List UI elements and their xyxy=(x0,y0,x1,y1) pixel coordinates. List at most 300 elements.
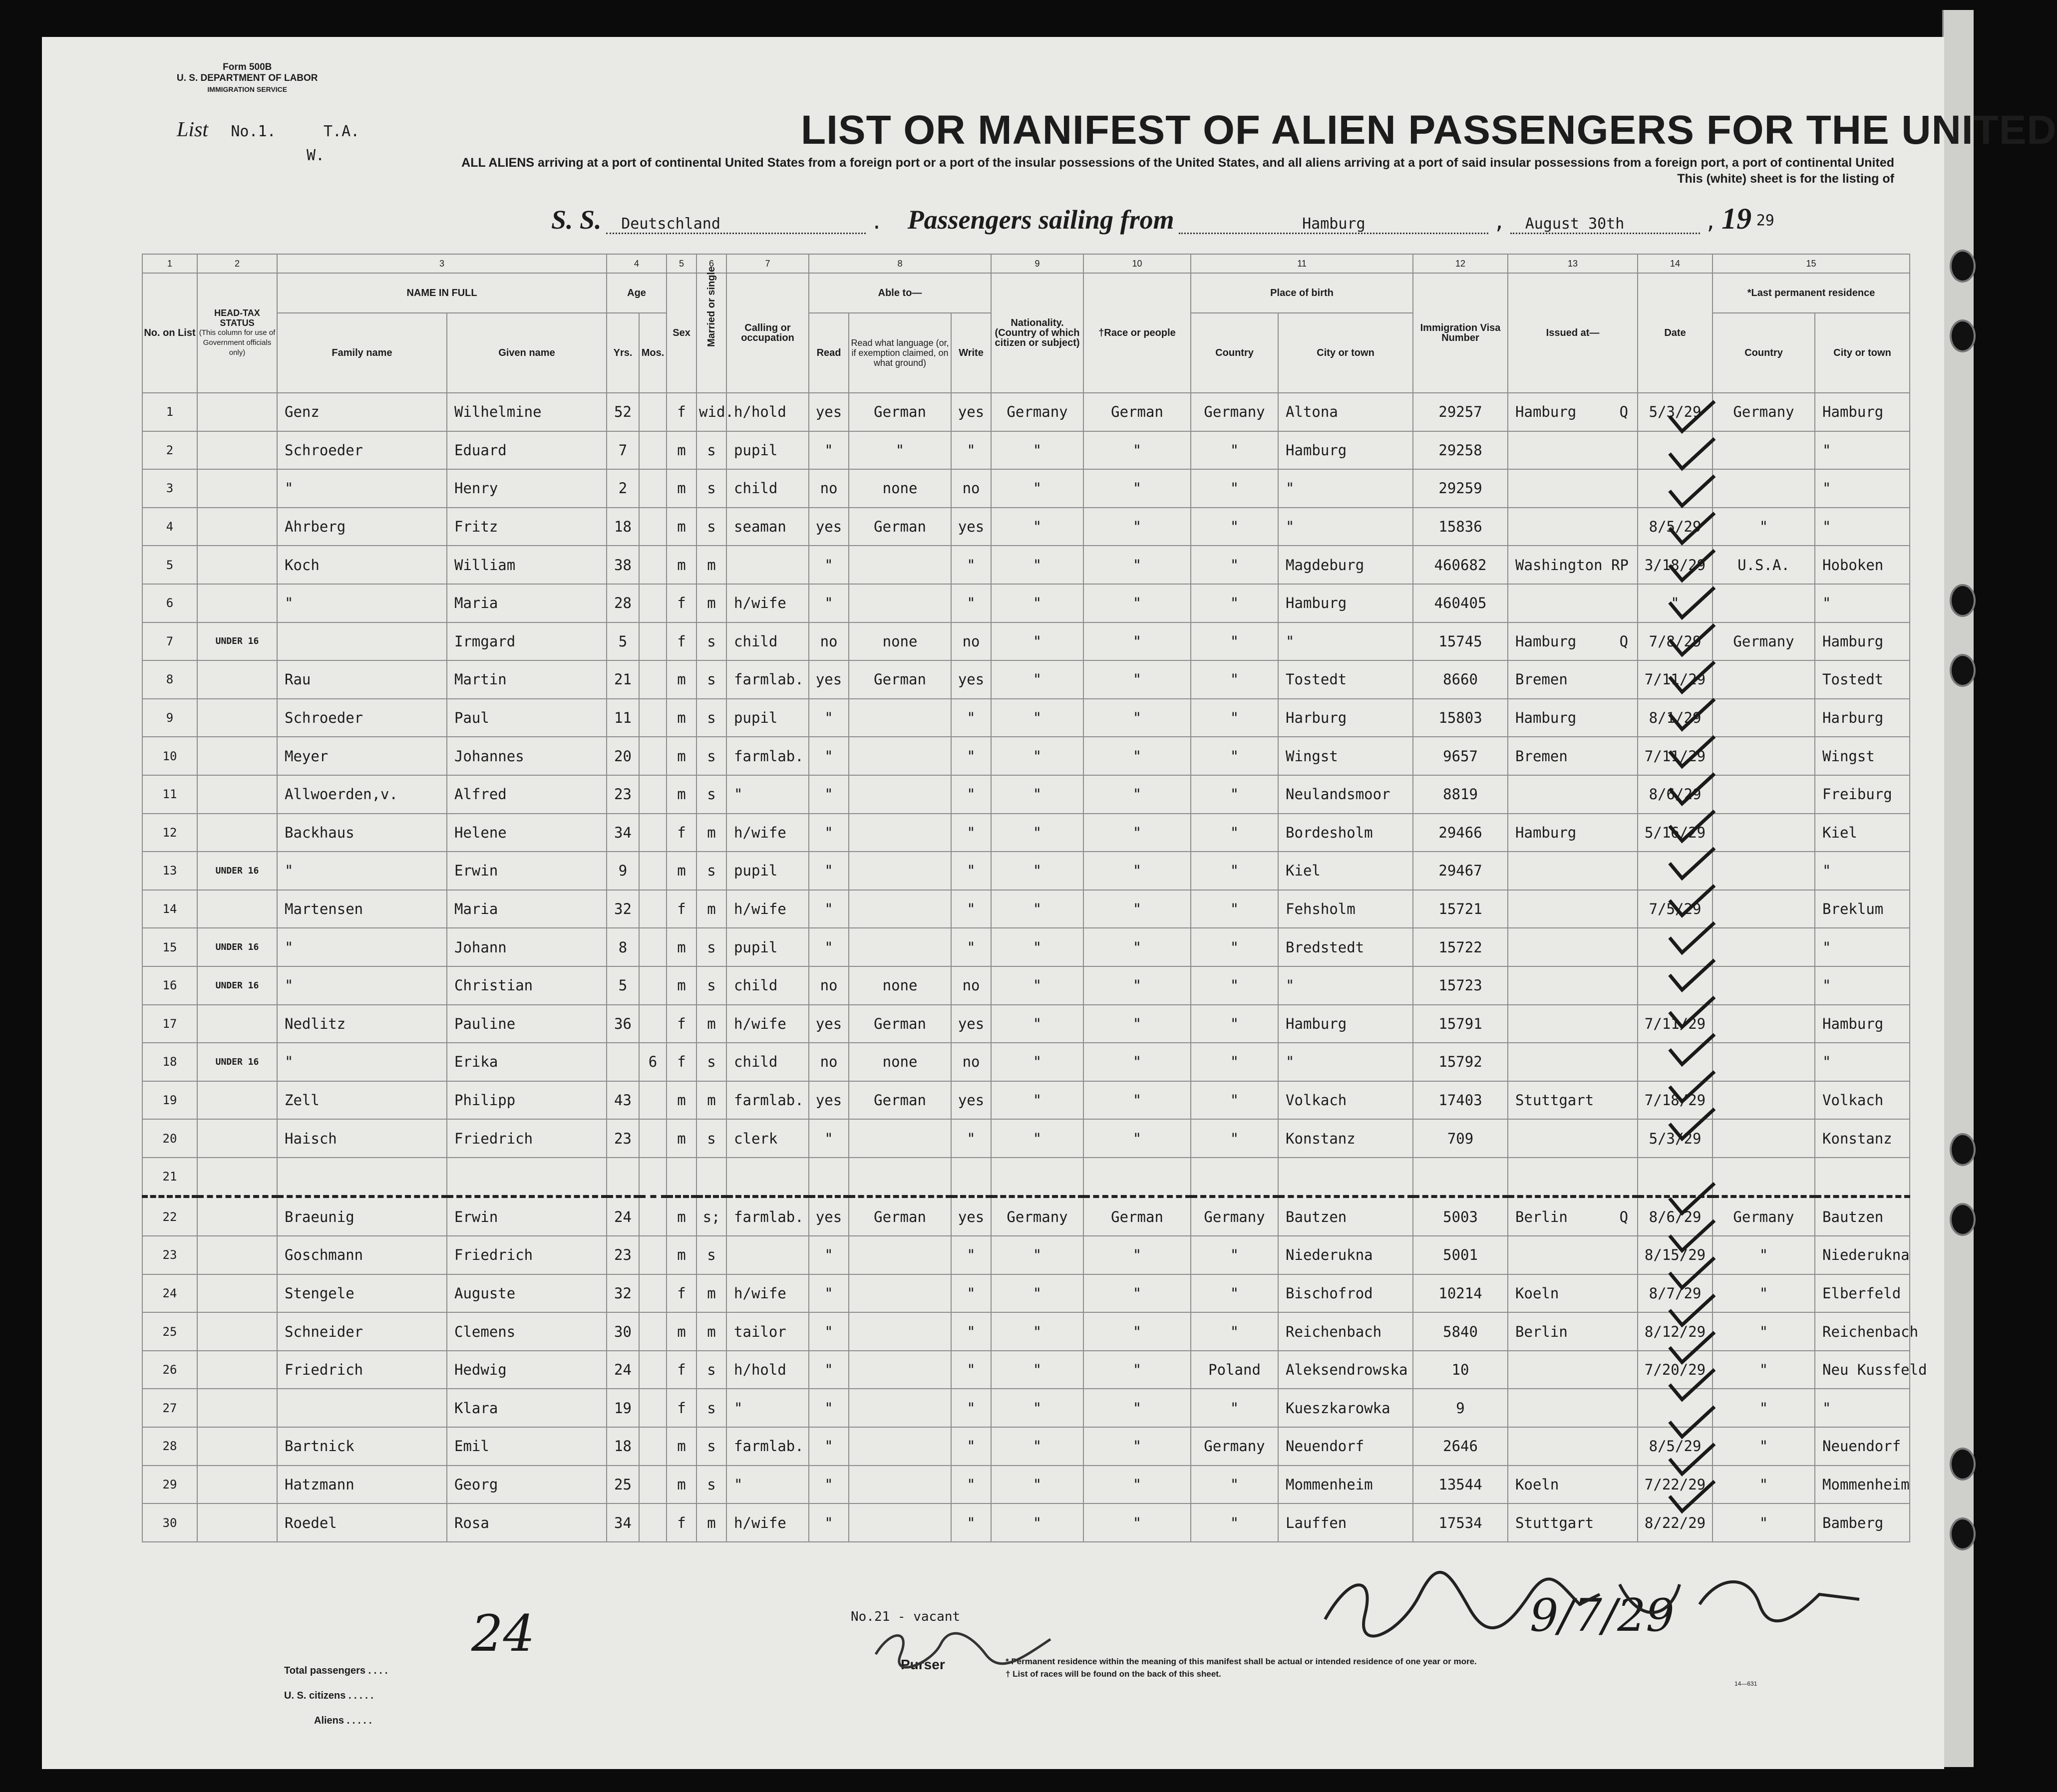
cell-yrs: 19 xyxy=(607,1389,639,1427)
cell-rcity: " xyxy=(1815,1043,1910,1081)
cell-issued xyxy=(1508,1274,1638,1313)
cell-no: 13 xyxy=(142,852,197,890)
cell-visa: 5001 xyxy=(1413,1236,1508,1274)
cell-mar: s xyxy=(696,431,726,470)
cell-race: " xyxy=(1083,431,1191,470)
cell-fam: Hatzmann xyxy=(277,1466,447,1504)
cell-no: 5 xyxy=(142,546,197,584)
issued-city: Washington RP xyxy=(1515,556,1629,574)
cell-sex: m xyxy=(667,660,696,699)
cell-date: 8/15/29 xyxy=(1638,1236,1713,1274)
cell-no: 21 xyxy=(142,1158,197,1197)
cell-lang: German xyxy=(849,1081,951,1120)
cell-issued xyxy=(1508,1427,1638,1466)
cell-lang: none xyxy=(849,622,951,661)
column-number: 12 xyxy=(1413,254,1508,273)
cell-occ: " xyxy=(726,1389,809,1427)
cell-bc: " xyxy=(1191,699,1278,737)
cell-lang: German xyxy=(849,660,951,699)
cell-bcity: Kiel xyxy=(1278,852,1413,890)
header-age: Age xyxy=(607,273,667,313)
cell-mar: s xyxy=(696,469,726,508)
cell-lang: none xyxy=(849,966,951,1005)
cell-yrs: 25 xyxy=(607,1466,639,1504)
cell-race: " xyxy=(1083,814,1191,852)
cell-ht xyxy=(197,1196,277,1236)
cell-visa: 29258 xyxy=(1413,431,1508,470)
cell-given: Henry xyxy=(447,469,607,508)
header-res-city: City or town xyxy=(1815,313,1910,393)
cell-mos xyxy=(639,1236,667,1274)
cell-yrs: 7 xyxy=(607,431,639,470)
cell-date: 8/22/29 xyxy=(1638,1503,1713,1542)
cell-issued xyxy=(1508,1119,1638,1158)
cell-rcity: Freiburg xyxy=(1815,775,1910,814)
cell-bc: " xyxy=(1191,431,1278,470)
cell-sex: f xyxy=(667,1351,696,1389)
cell-date: 7/22/29 xyxy=(1638,1466,1713,1504)
list-sub: W. xyxy=(307,147,325,164)
cell-visa: 709 xyxy=(1413,1119,1508,1158)
cell-given: Maria xyxy=(447,890,607,928)
cell-lang xyxy=(849,1351,951,1389)
cell-occ: h/wife xyxy=(726,1005,809,1043)
column-number: 10 xyxy=(1083,254,1191,273)
cell-mos: 6 xyxy=(639,1043,667,1081)
cell-no: 25 xyxy=(142,1312,197,1351)
cell-occ: " xyxy=(726,775,809,814)
cell-bc: Germany xyxy=(1191,393,1278,431)
cell-read: " xyxy=(809,1274,849,1313)
cell-bcity: Neuendorf xyxy=(1278,1427,1413,1466)
cell-rcity: Bamberg xyxy=(1815,1503,1910,1542)
cell-fam: " xyxy=(277,966,447,1005)
table-row xyxy=(142,1389,1910,1427)
sailing-label: Passengers sailing from xyxy=(907,205,1174,235)
cell-ht xyxy=(197,1119,277,1158)
cell-fam xyxy=(277,1158,447,1197)
cell-read: " xyxy=(809,1312,849,1351)
cell-given xyxy=(447,1158,607,1197)
cell-read: " xyxy=(809,699,849,737)
sailing-line: S. S. Deutschland . Passengers sailing from Hamburg , August 30th , 19 29 xyxy=(551,202,1774,235)
cell-yrs: 43 xyxy=(607,1081,639,1120)
header-birth-country: Country xyxy=(1191,313,1278,393)
cell-race: " xyxy=(1083,1503,1191,1542)
cell-yrs: 36 xyxy=(607,1005,639,1043)
purser-label: Purser xyxy=(901,1657,945,1672)
cell-yrs: 24 xyxy=(607,1196,639,1236)
cell-no: 10 xyxy=(142,737,197,775)
cell-rc: Germany xyxy=(1713,393,1815,431)
cell-sex: m xyxy=(667,1081,696,1120)
cell-date: 7/18/29 xyxy=(1638,1081,1713,1120)
cell-given: Erika xyxy=(447,1043,607,1081)
cell-occ: seaman xyxy=(726,508,809,546)
cell-mar: s xyxy=(696,737,726,775)
cell-bcity: " xyxy=(1278,469,1413,508)
cell-yrs: 32 xyxy=(607,1274,639,1313)
cell-given: Friedrich xyxy=(447,1119,607,1158)
cell-ht xyxy=(197,1427,277,1466)
cell-yrs: 30 xyxy=(607,1312,639,1351)
cell-issued xyxy=(1508,546,1638,584)
cell-no: 1 xyxy=(142,393,197,431)
purser-signature xyxy=(871,1624,1060,1669)
check-mark xyxy=(1670,625,1714,655)
cell-issued xyxy=(1508,1043,1638,1081)
cell-date: 3/18/29 xyxy=(1638,546,1713,584)
check-mark xyxy=(1670,662,1714,692)
cell-mos xyxy=(639,1466,667,1504)
cell-write: " xyxy=(951,1351,991,1389)
issued-city: Berlin xyxy=(1515,1323,1568,1340)
cell-occ: child xyxy=(726,966,809,1005)
cell-mar: s xyxy=(696,699,726,737)
cell-lang xyxy=(849,1312,951,1351)
cell-rcity: Wingst xyxy=(1815,737,1910,775)
issued-city: Koeln xyxy=(1515,1284,1559,1302)
check-mark xyxy=(1670,1184,1714,1213)
cell-visa: 5840 xyxy=(1413,1312,1508,1351)
cell-write: no xyxy=(951,622,991,661)
cell-lang xyxy=(849,1503,951,1542)
header-visa-number: Immigration Visa Number xyxy=(1413,273,1508,393)
cell-race: " xyxy=(1083,469,1191,508)
cell-rcity: " xyxy=(1815,508,1910,546)
cell-issued xyxy=(1508,1389,1638,1427)
passenger-rows xyxy=(142,393,1927,1542)
table-row xyxy=(142,852,1910,890)
cell-race: " xyxy=(1083,966,1191,1005)
cell-ht: UNDER 16 xyxy=(197,852,277,890)
list-code: T.A. xyxy=(323,123,360,140)
sailing-date: August 30th xyxy=(1510,215,1700,234)
cell-ht: UNDER 16 xyxy=(197,928,277,966)
cell-mar: s; xyxy=(696,1196,726,1236)
cell-no: 27 xyxy=(142,1389,197,1427)
cell-visa: 15803 xyxy=(1413,699,1508,737)
cell-sex: m xyxy=(667,737,696,775)
cell-mar: s xyxy=(696,852,726,890)
cell-fam: Schroeder xyxy=(277,699,447,737)
cell-date: 7/11/29 xyxy=(1638,737,1713,775)
cell-given: Rosa xyxy=(447,1503,607,1542)
cell-mar: m xyxy=(696,1503,726,1542)
cell-occ: farmlab. xyxy=(726,1196,809,1236)
cell-bc: " xyxy=(1191,1389,1278,1427)
cell-ht xyxy=(197,508,277,546)
cell-yrs: 23 xyxy=(607,775,639,814)
table-row xyxy=(142,1274,1910,1313)
cell-rc: " xyxy=(1713,1427,1815,1466)
cell-bc: " xyxy=(1191,508,1278,546)
cell-write: " xyxy=(951,1466,991,1504)
cell-lang xyxy=(849,584,951,622)
cell-race: " xyxy=(1083,546,1191,584)
cell-sex: f xyxy=(667,890,696,928)
issued-city: Berlin xyxy=(1515,1208,1568,1225)
cell-given: Maria xyxy=(447,584,607,622)
cell-occ xyxy=(726,546,809,584)
cell-yrs xyxy=(607,1043,639,1081)
cell-lang xyxy=(849,1274,951,1313)
cell-given: Philipp xyxy=(447,1081,607,1120)
cell-occ: tailor xyxy=(726,1312,809,1351)
cell-bc xyxy=(1191,1158,1278,1197)
cell-rcity: Niederukna xyxy=(1815,1236,1910,1274)
cell-visa xyxy=(1413,1158,1508,1197)
cell-nat: " xyxy=(991,1351,1083,1389)
cell-nat: " xyxy=(991,699,1083,737)
cell-race: " xyxy=(1083,1351,1191,1389)
cell-no: 15 xyxy=(142,928,197,966)
column-number: 1 xyxy=(142,254,197,273)
cell-yrs: 2 xyxy=(607,469,639,508)
cell-issued xyxy=(1508,393,1638,431)
table-row xyxy=(142,1236,1910,1274)
cell-write: " xyxy=(951,1389,991,1427)
cell-bcity: " xyxy=(1278,622,1413,661)
check-mark xyxy=(1670,1407,1714,1437)
cell-issued xyxy=(1508,890,1638,928)
table-row xyxy=(142,1005,1910,1043)
cell-occ: h/wife xyxy=(726,1503,809,1542)
cell-rc: U.S.A. xyxy=(1713,546,1815,584)
cell-rcity: Tostedt xyxy=(1815,660,1910,699)
cell-rcity: Neuendorf xyxy=(1815,1427,1910,1466)
head-tax-title: HEAD-TAX STATUS xyxy=(214,308,260,328)
us-citizens-label: U. S. citizens . . . . . xyxy=(284,1690,373,1701)
cell-fam: Stengele xyxy=(277,1274,447,1313)
table-row xyxy=(142,1119,1910,1158)
cell-mar: m xyxy=(696,1312,726,1351)
cell-sex: m xyxy=(667,1312,696,1351)
issued-city: Bremen xyxy=(1515,671,1568,688)
cell-date: 5/3/29 xyxy=(1638,1119,1713,1158)
cell-fam: Meyer xyxy=(277,737,447,775)
cell-read: " xyxy=(809,928,849,966)
cell-lang xyxy=(849,1119,951,1158)
head-tax-note: (This column for use of Government officials only) xyxy=(199,328,276,357)
column-number-row xyxy=(142,254,1910,273)
cell-rc: " xyxy=(1713,1466,1815,1504)
cell-bc: " xyxy=(1191,622,1278,661)
cell-read: " xyxy=(809,546,849,584)
column-number: 15 xyxy=(1713,254,1910,273)
cell-write: " xyxy=(951,1427,991,1466)
cell-bcity: Aleksendrowska xyxy=(1278,1351,1413,1389)
total-passengers-label: Total passengers . . . . xyxy=(284,1665,388,1676)
header-birth-city: City or town xyxy=(1278,313,1413,393)
cell-mos xyxy=(639,1196,667,1236)
binder-ring xyxy=(1950,654,1976,687)
cell-write: yes xyxy=(951,1196,991,1236)
cell-ht xyxy=(197,469,277,508)
cell-race: " xyxy=(1083,1081,1191,1120)
cell-ht xyxy=(197,814,277,852)
total-passengers-text: Total passengers xyxy=(284,1665,366,1676)
cell-read: " xyxy=(809,775,849,814)
cell-fam: " xyxy=(277,584,447,622)
cell-rcity: Kiel xyxy=(1815,814,1910,852)
cell-rcity: Elberfeld xyxy=(1815,1274,1910,1313)
cell-rcity: " xyxy=(1815,431,1910,470)
table-row xyxy=(142,775,1910,814)
cell-nat: " xyxy=(991,1236,1083,1274)
document-title: LIST OR MANIFEST OF ALIEN PASSENGERS FOR THE UNITED xyxy=(801,107,2057,153)
cell-read: " xyxy=(809,1119,849,1158)
cell-fam: Goschmann xyxy=(277,1236,447,1274)
check-mark xyxy=(1670,1220,1714,1250)
cell-write: " xyxy=(951,546,991,584)
cell-sex xyxy=(667,1158,696,1197)
cell-bc: " xyxy=(1191,737,1278,775)
quota-mark: Q xyxy=(1619,1208,1629,1225)
cell-yrs: 34 xyxy=(607,1503,639,1542)
check-mark xyxy=(1670,1481,1714,1511)
cell-mos xyxy=(639,1427,667,1466)
cell-date: 7/11/29 xyxy=(1638,1005,1713,1043)
quota-mark: Q xyxy=(1619,403,1629,421)
cell-given: Erwin xyxy=(447,1196,607,1236)
column-number: 9 xyxy=(991,254,1083,273)
cell-mar: s xyxy=(696,622,726,661)
cell-race: " xyxy=(1083,1236,1191,1274)
cell-issued xyxy=(1508,1466,1638,1504)
column-number: 8 xyxy=(809,254,991,273)
cell-visa: 15721 xyxy=(1413,890,1508,928)
cell-sex: f xyxy=(667,622,696,661)
cell-mar: m xyxy=(696,584,726,622)
check-mark xyxy=(1670,774,1714,804)
cell-race: " xyxy=(1083,1274,1191,1313)
cell-write: yes xyxy=(951,1081,991,1120)
cell-race: German xyxy=(1083,1196,1191,1236)
cell-issued xyxy=(1508,852,1638,890)
cell-mos xyxy=(639,1005,667,1043)
cell-given: Fritz xyxy=(447,508,607,546)
cell-occ: farmlab. xyxy=(726,660,809,699)
column-number: 7 xyxy=(726,254,809,273)
cell-mar: m xyxy=(696,546,726,584)
cell-mar: m xyxy=(696,814,726,852)
cell-given: Wilhelmine xyxy=(447,393,607,431)
cell-nat: " xyxy=(991,1389,1083,1427)
cell-issued xyxy=(1508,775,1638,814)
header-row-top xyxy=(142,273,1910,313)
cell-fam: " xyxy=(277,928,447,966)
table-row xyxy=(142,1043,1910,1081)
cell-mar: s xyxy=(696,966,726,1005)
cell-fam: Haisch xyxy=(277,1119,447,1158)
cell-given: Erwin xyxy=(447,852,607,890)
cell-visa: 29467 xyxy=(1413,852,1508,890)
cell-occ: clerk xyxy=(726,1119,809,1158)
cell-nat: " xyxy=(991,622,1083,661)
cell-read: yes xyxy=(809,393,849,431)
binder-ring xyxy=(1950,250,1976,283)
cell-visa: 9657 xyxy=(1413,737,1508,775)
cell-write: no xyxy=(951,1043,991,1081)
cell-lang xyxy=(849,546,951,584)
cell-mar: wid. xyxy=(696,393,726,431)
cell-visa: 17534 xyxy=(1413,1503,1508,1542)
cell-bc: " xyxy=(1191,1081,1278,1120)
cell-rcity: Hamburg xyxy=(1815,393,1910,431)
list-label: List xyxy=(177,118,209,141)
cell-sex: m xyxy=(667,469,696,508)
cell-visa: 10214 xyxy=(1413,1274,1508,1313)
cell-occ: h/wife xyxy=(726,584,809,622)
subtitle-line-2: This (white) sheet is for the listing of xyxy=(1677,172,1894,186)
cell-bcity: Mommenheim xyxy=(1278,1466,1413,1504)
cell-fam: " xyxy=(277,852,447,890)
cell-no: 22 xyxy=(142,1196,197,1236)
cell-race: " xyxy=(1083,1119,1191,1158)
cell-given: Johann xyxy=(447,928,607,966)
cell-no: 30 xyxy=(142,1503,197,1542)
check-mark xyxy=(1670,736,1714,766)
cell-mar: s xyxy=(696,1119,726,1158)
cell-bcity: Reichenbach xyxy=(1278,1312,1413,1351)
cell-write: no xyxy=(951,966,991,1005)
aliens-text: Aliens xyxy=(314,1715,344,1726)
cell-read: " xyxy=(809,890,849,928)
table-row xyxy=(142,660,1910,699)
cell-occ xyxy=(726,1158,809,1197)
table-row xyxy=(142,1427,1910,1466)
cell-lang: German xyxy=(849,393,951,431)
cell-bc: " xyxy=(1191,928,1278,966)
cell-fam: " xyxy=(277,1043,447,1081)
cell-given: Emil xyxy=(447,1427,607,1466)
cell-fam xyxy=(277,1389,447,1427)
cell-fam: Martensen xyxy=(277,890,447,928)
inspector-signature xyxy=(1320,1564,1894,1644)
cell-date: 8/5/29 xyxy=(1638,508,1713,546)
cell-mar: s xyxy=(696,1351,726,1389)
cell-lang xyxy=(849,775,951,814)
cell-issued xyxy=(1508,469,1638,508)
cell-mar: s xyxy=(696,928,726,966)
check-mark xyxy=(1670,1258,1714,1288)
cell-fam: Friedrich xyxy=(277,1351,447,1389)
cell-bcity: Hamburg xyxy=(1278,584,1413,622)
cell-rcity: Neu Kussfeld xyxy=(1815,1351,1910,1389)
handwritten-tally: 24 xyxy=(471,1604,535,1663)
check-mark xyxy=(1670,848,1714,878)
cell-bc: Poland xyxy=(1191,1351,1278,1389)
cell-visa: 29257 xyxy=(1413,393,1508,431)
cell-ht xyxy=(197,890,277,928)
cell-read: " xyxy=(809,1351,849,1389)
cell-write: " xyxy=(951,890,991,928)
cell-bc: " xyxy=(1191,1005,1278,1043)
header-head-tax xyxy=(197,273,277,393)
cell-sex: f xyxy=(667,1043,696,1081)
cell-mos xyxy=(639,1274,667,1313)
binder-ring xyxy=(1950,319,1976,352)
column-number: 6 xyxy=(696,254,726,273)
cell-fam: Allwoerden,v. xyxy=(277,775,447,814)
cell-lang: German xyxy=(849,508,951,546)
cell-bcity: Wingst xyxy=(1278,737,1413,775)
cell-bc: " xyxy=(1191,1119,1278,1158)
cell-read: " xyxy=(809,852,849,890)
cell-yrs: 28 xyxy=(607,584,639,622)
cell-rc: " xyxy=(1713,1503,1815,1542)
